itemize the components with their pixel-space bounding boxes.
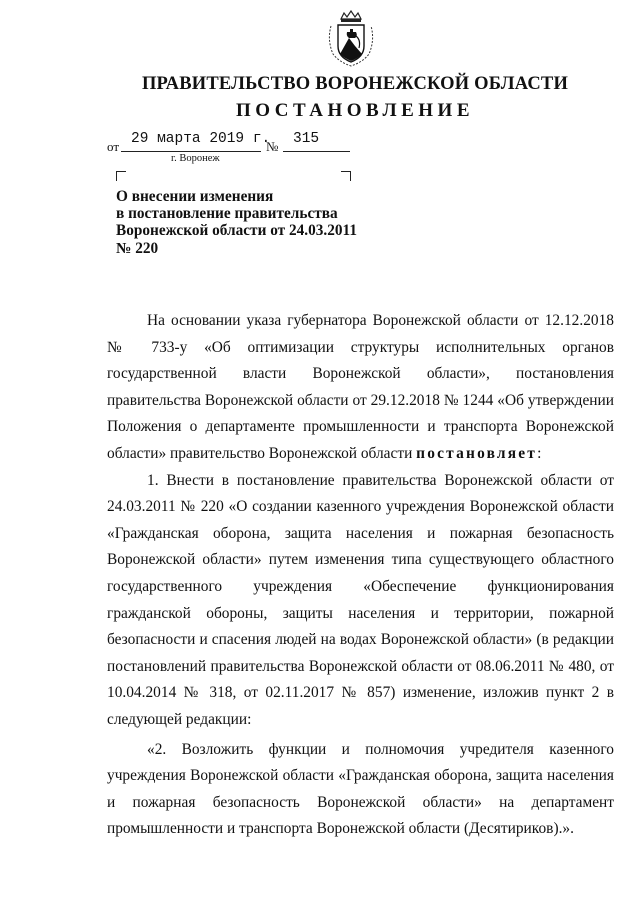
document-date: 29 марта 2019 г. bbox=[131, 131, 271, 147]
item-1-paragraph: 1. Внести в постановление правительства Воронежской области от 24.03.2011 № 220 «О создании казенного учреждения Воронежской области «Гражданская оборона, защита населения и пожарная безопасность Воронежской области» путем изменения типа существующего областного государственного учреждения «Обеспечение функционирования гражданской обороны, защиты населения и территории, пожарной безопасности и спасения людей на водах Воронежской области» (в редакции постановлений правительства Воронежской области от 08.06.2011 № 480, от 10.04.2014 № 318, от 02.11.2017 № 857) изменение, изложив пункт 2 в следующей редакции: bbox=[107, 471, 614, 728]
coat-of-arms-icon bbox=[325, 10, 377, 68]
date-prefix: от bbox=[107, 139, 120, 154]
subject-line: № 220 bbox=[116, 239, 159, 257]
government-name: ПРАВИТЕЛЬСТВО ВОРОНЕЖСКОЙ ОБЛАСТИ bbox=[141, 74, 569, 94]
subject-line: в постановление правительства bbox=[116, 205, 338, 223]
resolves-word: постановляет bbox=[416, 444, 538, 462]
preamble-text: На основании указа губернатора Воронежской области от 12.12.2018 № 733-у «Об оптимизации структуры исполнительных органов государственной власти Воронежской области», постановления правительства Воронежской области от 29.12.2018 № 1244 «Об утверждении Положения о департаменте промышленности и транспорта Воронежской области» правительство Воронежской области bbox=[107, 312, 614, 462]
number-underline bbox=[283, 151, 350, 152]
document-type: ПОСТАНОВЛЕНИЕ bbox=[235, 100, 475, 121]
subject-line: Воронежской области от 24.03.2011 bbox=[116, 222, 357, 240]
document-subject bbox=[116, 188, 376, 257]
resolves-colon: : bbox=[537, 444, 542, 462]
subject-corner-right bbox=[341, 171, 351, 181]
city-name: г. Воронеж bbox=[171, 153, 220, 164]
item-2-paragraph: «2. Возложить функции и полномочия учредителя казенного учреждения Воронежской области «Гражданская оборона, защита населения и пожарная безопасность Воронежской области» на департамент промышленности и транспорта Воронежской области (Десятириков).». bbox=[107, 740, 614, 838]
preamble-paragraph bbox=[107, 308, 614, 468]
date-underline bbox=[121, 151, 261, 152]
subject-corner-left bbox=[116, 171, 126, 181]
document-body bbox=[107, 308, 614, 843]
number-prefix: № bbox=[266, 139, 279, 154]
document-number: 315 bbox=[293, 131, 320, 147]
subject-line: О внесении изменения bbox=[116, 188, 274, 205]
